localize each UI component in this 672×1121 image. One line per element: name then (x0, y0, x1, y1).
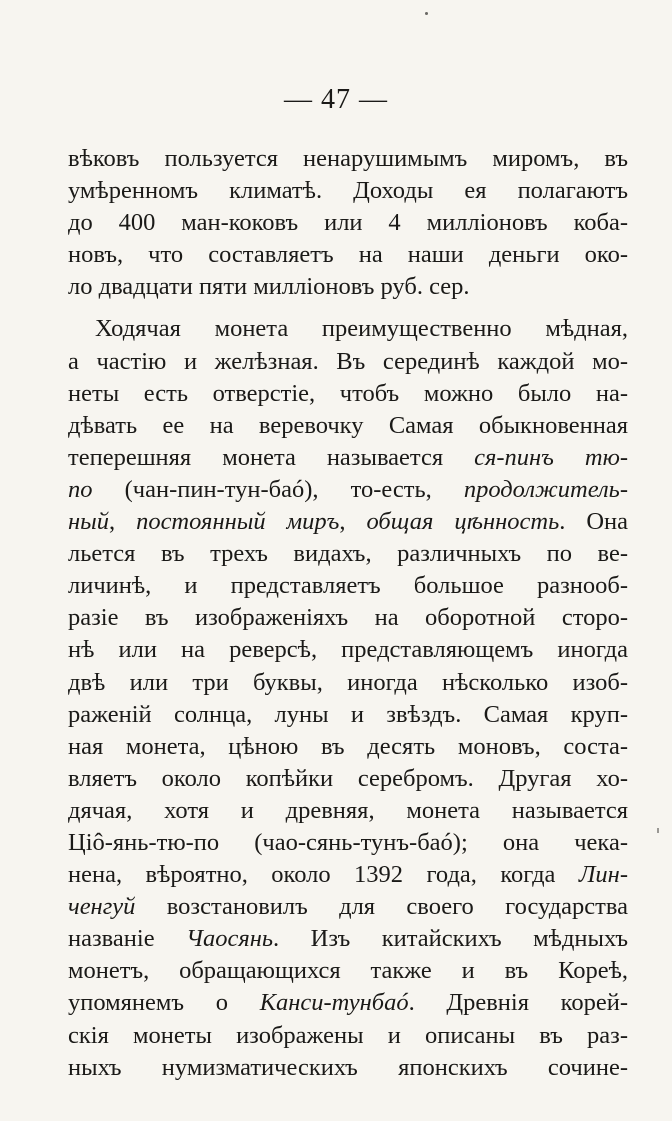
text-line (68, 474, 628, 506)
text-run: умѣренномъ климатѣ. Доходы ея полагаютъ (68, 177, 628, 205)
text-line (68, 634, 628, 666)
print-speck (425, 12, 428, 15)
text-run: а частію и желѣзная. Въ серединѣ каждой мо- (68, 347, 628, 375)
text-run: раженій солнца, луны и звѣздъ. Самая круп- (68, 700, 628, 728)
text-run: новъ, что составляетъ на наши деньги око- (68, 241, 628, 269)
paragraph-gap (68, 303, 628, 313)
text-line (68, 1052, 628, 1084)
text-line (68, 378, 628, 410)
text-line (68, 987, 628, 1019)
text-line (68, 271, 628, 303)
text-run: ло двадцати пяти милліоновъ руб. сер. (68, 273, 470, 301)
text-line (68, 313, 628, 345)
print-speck (657, 828, 659, 833)
text-line (68, 859, 628, 891)
italic-text: ный (68, 508, 109, 536)
italic-text: по (68, 475, 93, 503)
text-run: Ходячая монета преимущественно мѣдная, (95, 315, 628, 343)
text-run: вѣковъ пользуется ненарушимымъ миромъ, въ (68, 145, 628, 172)
text-line (68, 442, 628, 474)
text-line (68, 1020, 628, 1052)
italic-text: Чаосянь (186, 925, 274, 953)
text-run: упомянемъ о (68, 989, 260, 1017)
page-number: — 47 — (284, 84, 388, 115)
text-line (68, 795, 628, 827)
italic-text: общая цѣнность (366, 508, 560, 536)
text-run: вляетъ около копѣйки серебромъ. Другая хо- (68, 764, 628, 792)
text-run: (чан-пин-тун-баó), то-есть, (92, 475, 464, 503)
text-run: . Древнія корей- (408, 989, 628, 1017)
text-line (68, 827, 628, 859)
text-line (68, 239, 628, 271)
text-line (68, 602, 628, 634)
text-line (68, 731, 628, 763)
text-line (68, 207, 628, 239)
italic-text: Лин- (578, 861, 628, 889)
text-line (68, 955, 628, 987)
italic-text: продолжитель- (463, 475, 628, 503)
text-run: до 400 ман-коковъ или 4 милліоновъ коба- (68, 209, 628, 237)
text-run: двѣ или три буквы, иногда нѣсколько изоб- (68, 668, 628, 696)
text-run: личинѣ, и представляетъ большое разнооб- (68, 572, 628, 600)
text-run: Ціô-янь-тю-по (чао-сянь-тунъ-баó); она чека- (68, 828, 628, 856)
text-run: . Изъ китайскихъ мѣдныхъ (273, 925, 628, 953)
text-line (68, 667, 628, 699)
text-line (68, 346, 628, 378)
text-run: нѣ или на реверсѣ, представляющемъ иногда (68, 636, 628, 664)
body-text (68, 143, 628, 1084)
text-line (68, 143, 628, 175)
text-line (68, 570, 628, 602)
italic-text: ченгуй (68, 893, 136, 921)
text-run: возстановилъ для своего государства (135, 893, 628, 921)
italic-text: Канси-тунбаó (259, 989, 409, 1017)
text-line (68, 410, 628, 442)
text-run: теперешняя монета называется (68, 443, 475, 471)
italic-text: ся-пинъ тю- (474, 443, 628, 471)
italic-text: постоянный миръ (136, 508, 340, 536)
text-line (68, 538, 628, 570)
text-run: неты есть отверстіе, чтобъ можно было на- (68, 379, 628, 407)
text-run: дячая, хотя и древняя, монета называется (68, 796, 628, 824)
text-run: дѣвать ее на веревочку Самая обыкновенная (68, 411, 628, 439)
text-run: скія монеты изображены и описаны въ раз- (68, 1021, 628, 1049)
text-run: льется въ трехъ видахъ, различныхъ по ве- (68, 540, 628, 568)
text-run: названіе (68, 925, 187, 953)
text-run: , (109, 508, 137, 536)
text-line (68, 763, 628, 795)
text-line (68, 699, 628, 731)
text-run: монетъ, обращающихся также и въ Кореѣ, (68, 957, 628, 985)
text-line (68, 923, 628, 955)
text-line (68, 506, 628, 538)
text-run: ныхъ нумизматическихъ японскихъ сочине- (68, 1053, 628, 1081)
text-line (68, 175, 628, 207)
text-run: . Она (559, 508, 628, 536)
text-run: , (339, 508, 367, 536)
text-run: ная монета, цѣною въ десять моновъ, соста- (68, 732, 628, 760)
text-run: нена, вѣроятно, около 1392 года, когда (68, 861, 579, 889)
text-run: разіе въ изображеніяхъ на оборотной сторо- (68, 604, 628, 632)
text-line (68, 891, 628, 923)
